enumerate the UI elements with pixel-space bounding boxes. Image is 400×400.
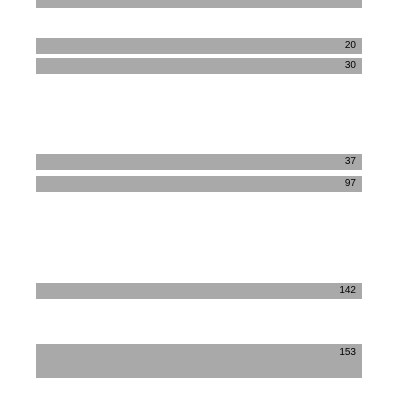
toc-section [36, 0, 362, 8]
toc-section [36, 58, 362, 74]
toc-section [36, 176, 362, 192]
toc-section-page: 20 [344, 40, 356, 51]
toc-section-page: 97 [344, 178, 356, 189]
toc-section [36, 38, 362, 54]
toc-section-page: 37 [344, 156, 356, 167]
toc-section [36, 154, 362, 170]
toc-section [36, 283, 362, 299]
toc-section-page: 30 [344, 60, 356, 71]
toc-section-page: 153 [339, 347, 356, 358]
toc-section-page: 142 [339, 285, 356, 296]
toc-section [36, 344, 362, 378]
